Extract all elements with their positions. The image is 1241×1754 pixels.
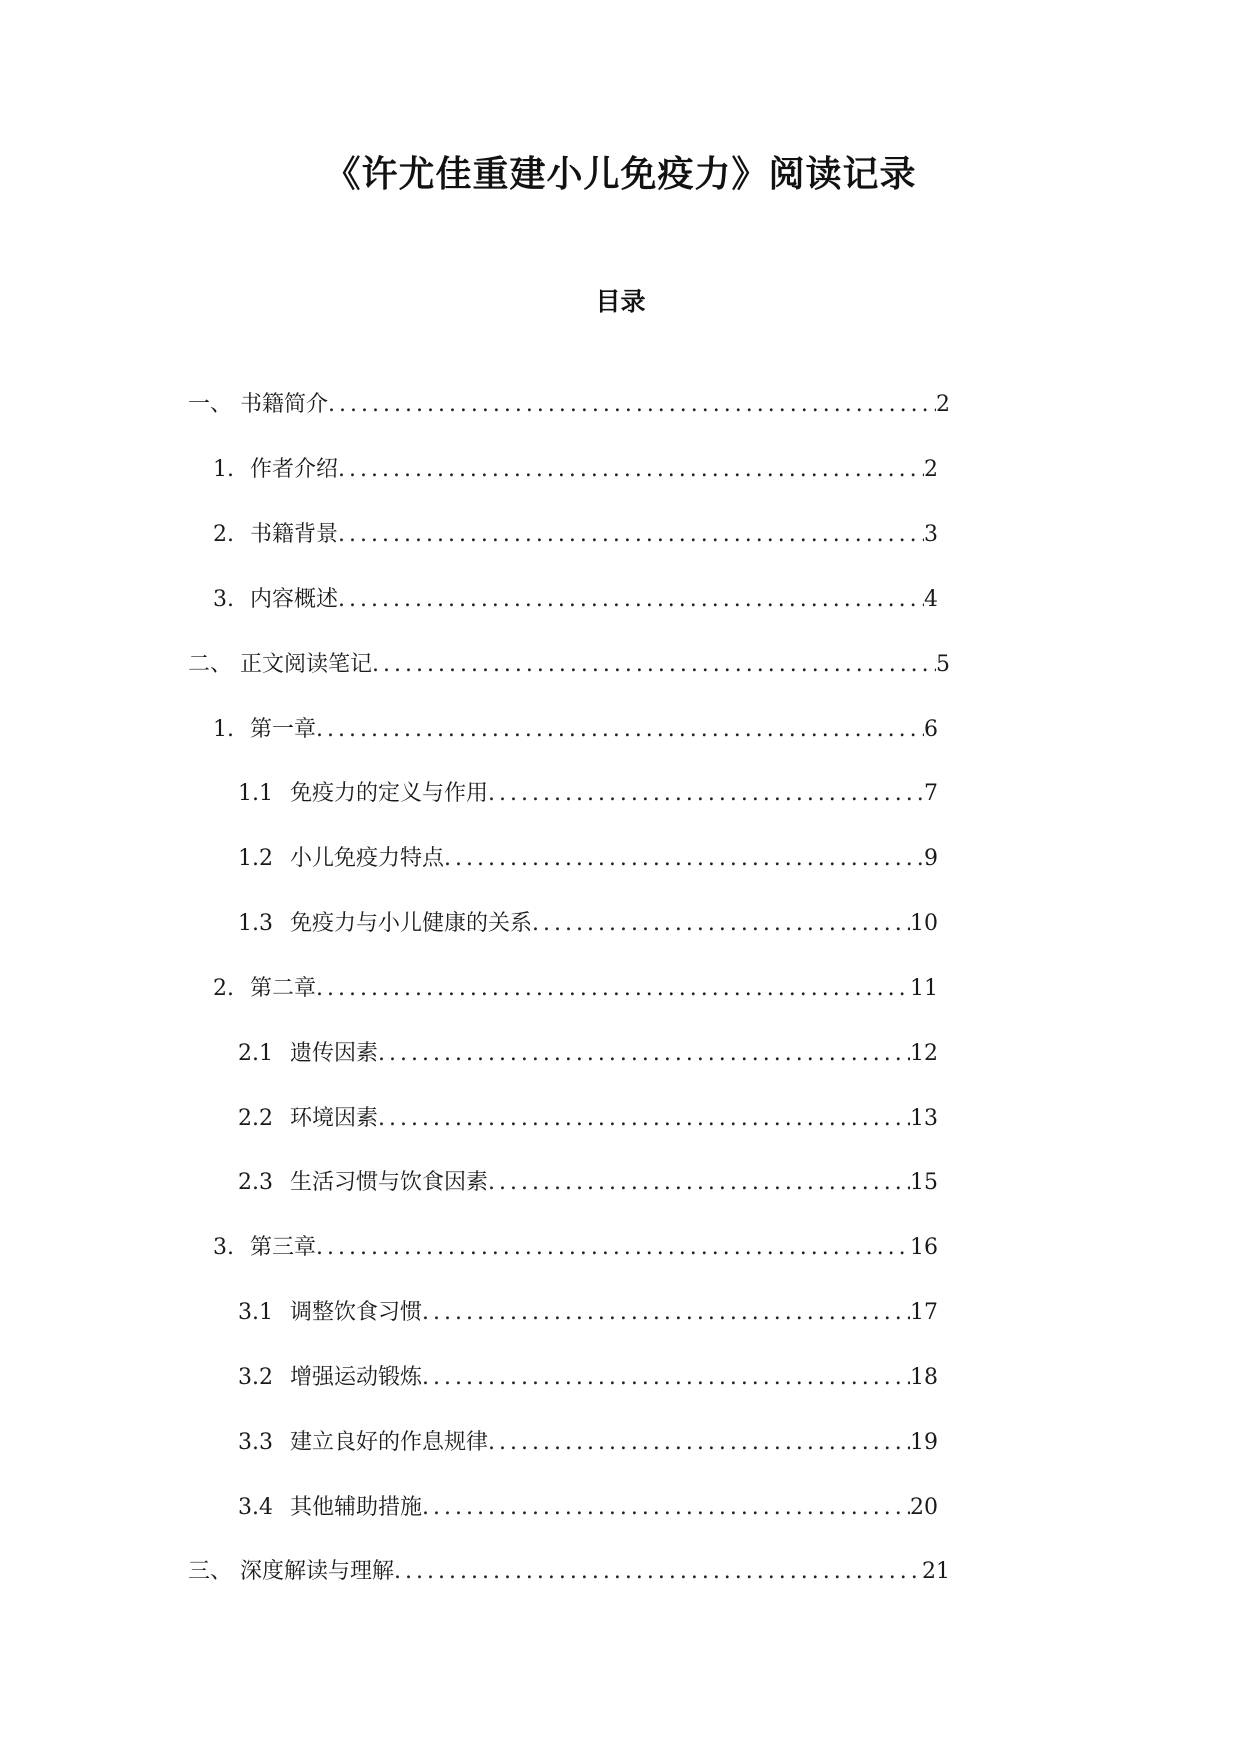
toc-entry-title: 免疫力的定义与作用 — [290, 781, 489, 806]
toc-entry-title: 调整饮食习惯 — [290, 1300, 423, 1325]
toc-entry-2-3-2[interactable] — [238, 1361, 938, 1395]
toc-entry-2-1-3[interactable] — [238, 907, 938, 941]
toc-entry-title: 生活习惯与饮食因素 — [290, 1170, 489, 1195]
toc-leader-dots — [338, 583, 924, 617]
toc-entry-2-1[interactable] — [213, 713, 938, 747]
toc-entry-2-3-4[interactable] — [238, 1491, 938, 1525]
toc-entry-section-2[interactable] — [188, 648, 950, 682]
toc-leader-dots — [316, 1231, 910, 1265]
toc-entry-title: 建立良好的作息规律 — [290, 1430, 489, 1455]
toc-entry-page: 15 — [910, 1170, 938, 1195]
toc-entry-number: 2.1 — [238, 1041, 273, 1066]
toc-leader-dots — [316, 713, 924, 747]
toc-leader-dots — [378, 1102, 910, 1136]
toc-entry-number: 1.3 — [238, 911, 273, 936]
toc-entry-number: 1. — [213, 457, 234, 482]
toc-heading: 目录 — [595, 287, 646, 316]
document-title: 《许尤佳重建小儿免疫力》阅读记录 — [324, 154, 917, 195]
toc-entry-page: 2 — [936, 392, 950, 417]
toc-entry-2-2-3[interactable] — [238, 1166, 938, 1200]
toc-entry-title: 遗传因素 — [290, 1041, 379, 1066]
toc-entry-1-1[interactable] — [213, 453, 938, 487]
toc-entry-2-2[interactable] — [213, 972, 938, 1006]
toc-entry-2-1-1[interactable] — [238, 777, 938, 811]
toc-entry-title: 正文阅读笔记 — [240, 652, 373, 677]
toc-entry-2-3[interactable] — [213, 1231, 938, 1265]
toc-entry-number: 3. — [213, 1235, 234, 1260]
toc-entry-title: 增强运动锻炼 — [290, 1365, 423, 1390]
toc-entry-number: 3. — [213, 587, 234, 612]
toc-entry-number: 2.3 — [238, 1170, 273, 1195]
toc-entry-title: 其他辅助措施 — [290, 1495, 423, 1520]
toc-entry-section-1[interactable] — [188, 388, 950, 422]
toc-leader-dots — [422, 1296, 910, 1330]
toc-entry-number: 3.1 — [238, 1300, 273, 1325]
toc-leader-dots — [422, 1491, 910, 1525]
toc-entry-page: 10 — [910, 911, 938, 936]
toc-entry-section-3[interactable] — [188, 1555, 950, 1589]
toc-leader-dots — [338, 453, 924, 487]
toc-leader-dots — [316, 972, 910, 1006]
toc-entry-title: 免疫力与小儿健康的关系 — [290, 911, 533, 936]
toc-entry-page: 3 — [924, 522, 938, 547]
toc-entry-1-2[interactable] — [213, 518, 938, 552]
toc-entry-page: 7 — [924, 781, 938, 806]
toc-entry-2-3-3[interactable] — [238, 1426, 938, 1460]
toc-entry-title: 作者介绍 — [250, 457, 339, 482]
toc-entry-page: 19 — [910, 1430, 938, 1455]
toc-entry-number: 1.1 — [238, 781, 273, 806]
toc-entry-title: 第二章 — [250, 976, 317, 1001]
toc-entry-page: 20 — [910, 1495, 938, 1520]
toc-entry-number: 2. — [213, 522, 234, 547]
toc-entry-page: 9 — [924, 846, 938, 871]
toc-entry-title: 深度解读与理解 — [240, 1559, 395, 1584]
toc-entry-2-3-1[interactable] — [238, 1296, 938, 1330]
toc-leader-dots — [488, 1426, 910, 1460]
toc-entry-2-1-2[interactable] — [238, 842, 938, 876]
toc-entry-page: 12 — [910, 1041, 938, 1066]
toc-entry-page: 2 — [924, 457, 938, 482]
toc-entry-title: 小儿免疫力特点 — [290, 846, 445, 871]
toc-entry-number: 1. — [213, 717, 234, 742]
toc-entry-page: 13 — [910, 1106, 938, 1131]
toc-entry-page: 5 — [936, 652, 950, 677]
toc-leader-dots — [488, 777, 924, 811]
toc-entry-2-2-2[interactable] — [238, 1102, 938, 1136]
toc-entry-title: 书籍简介 — [240, 392, 329, 417]
toc-entry-number: 3.3 — [238, 1430, 273, 1455]
toc-entry-number: 二、 — [188, 652, 233, 677]
toc-entry-page: 18 — [910, 1365, 938, 1390]
toc-leader-dots — [488, 1166, 910, 1200]
toc-entry-title: 第一章 — [250, 717, 317, 742]
toc-entry-number: 2.2 — [238, 1106, 273, 1131]
toc-entry-number: 1.2 — [238, 846, 273, 871]
toc-leader-dots — [422, 1361, 910, 1395]
toc-leader-dots — [394, 1555, 922, 1589]
toc-leader-dots — [372, 648, 936, 682]
toc-entry-page: 21 — [922, 1559, 950, 1584]
toc-entry-title: 书籍背景 — [250, 522, 339, 547]
toc-entry-2-2-1[interactable] — [238, 1037, 938, 1071]
toc-leader-dots — [338, 518, 924, 552]
toc-entry-page: 17 — [910, 1300, 938, 1325]
toc-leader-dots — [532, 907, 910, 941]
toc-entry-page: 11 — [910, 976, 938, 1001]
toc-entry-title: 内容概述 — [250, 587, 339, 612]
toc-entry-page: 6 — [924, 717, 938, 742]
toc-entry-page: 16 — [910, 1235, 938, 1260]
toc-entry-page: 4 — [924, 587, 938, 612]
toc-entry-number: 3.4 — [238, 1495, 273, 1520]
toc-leader-dots — [378, 1037, 910, 1071]
toc-entry-1-3[interactable] — [213, 583, 938, 617]
toc-leader-dots — [444, 842, 924, 876]
toc-entry-number: 3.2 — [238, 1365, 273, 1390]
toc-entry-number: 2. — [213, 976, 234, 1001]
toc-entry-number: 一、 — [188, 392, 233, 417]
toc-entry-title: 环境因素 — [290, 1106, 379, 1131]
toc-entry-title: 第三章 — [250, 1235, 317, 1260]
toc-entry-number: 三、 — [188, 1559, 233, 1584]
toc-leader-dots — [328, 388, 936, 422]
